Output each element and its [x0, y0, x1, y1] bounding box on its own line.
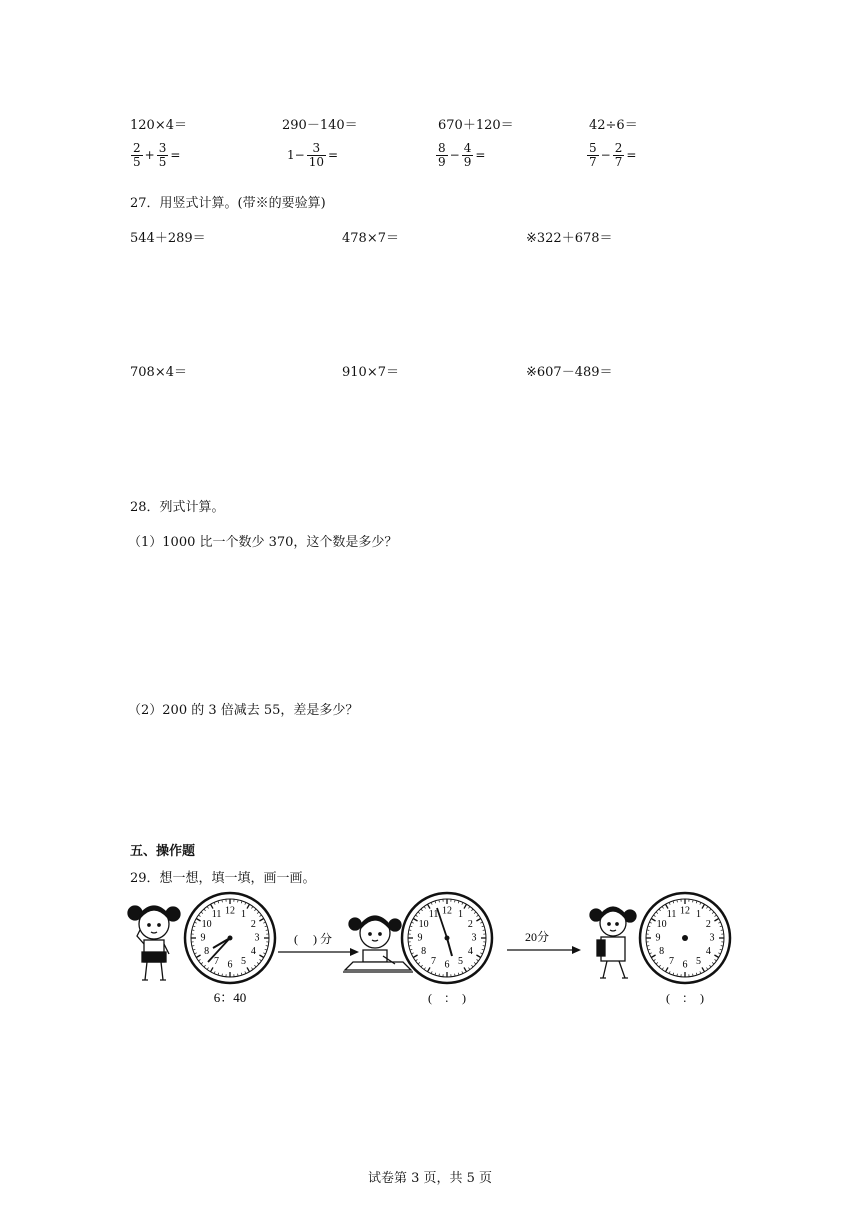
- clock-number: 3: [709, 932, 715, 944]
- fraction: $\frac{2}{7}$: [614, 141, 623, 169]
- clock-number: 4: [467, 946, 473, 957]
- calc-item: 290－140＝: [282, 118, 358, 133]
- clock-number: 1: [696, 909, 701, 921]
- clock-number: 9: [655, 932, 661, 944]
- clock-number: 9: [200, 932, 206, 944]
- clock-3: [640, 893, 730, 983]
- clock-number: 2: [250, 919, 256, 930]
- clock-number: 6: [227, 959, 233, 971]
- fraction: $\frac{4}{9}$: [463, 141, 472, 169]
- clock-1-time-label: 6：40: [213, 990, 247, 1005]
- svg-text:20分: 20分: [524, 930, 550, 944]
- fraction: $\frac{5}{7}$: [589, 141, 597, 169]
- arrow-2: [507, 929, 581, 954]
- fraction: $\frac{3}{5}$: [158, 141, 167, 169]
- calc-item: ※607－489＝: [526, 365, 613, 380]
- clock-number: 7: [214, 955, 219, 967]
- fraction-expr: $\frac{8}{9}$ − $\frac{4}{9}$ =: [438, 141, 486, 169]
- calc-item: ※322＋678＝: [526, 231, 613, 246]
- svg-text:( ) 分: ( ) 分: [294, 932, 332, 946]
- clock-number: 2: [467, 919, 473, 930]
- question-28-part-1: （1）1000 比一个数少 370，这个数是多少？: [128, 535, 398, 550]
- clock-number: 8: [204, 946, 210, 957]
- clock-figure: [125, 890, 740, 1015]
- fraction-expr: 1− $\frac{3}{10}$ =: [287, 141, 339, 169]
- question-29-title: 29．想一想，填一填，画一画。: [130, 871, 316, 886]
- clock-1: [185, 893, 275, 983]
- question-28-title: 28．列式计算。: [130, 500, 225, 515]
- clock-number: 6: [682, 959, 688, 971]
- clock-number: 8: [659, 946, 665, 957]
- fraction-expr: $\frac{5}{7}$ − $\frac{2}{7}$ =: [589, 141, 637, 169]
- clock-2-blank[interactable]: ( ： ): [428, 991, 466, 1005]
- clock-number: 8: [421, 946, 427, 957]
- fraction: $\frac{3}{10}$: [308, 141, 324, 169]
- clock-number: 12: [680, 905, 690, 917]
- clock-number: 9: [417, 932, 423, 944]
- clock-number: 7: [431, 955, 436, 967]
- section-heading: 五、操作题: [130, 844, 196, 859]
- clock-number: 5: [696, 955, 701, 967]
- clock-number: 2: [705, 919, 711, 930]
- clock-number: 3: [471, 932, 477, 944]
- question-28-part-2: （2）200 的 3 倍减去 55，差是多少？: [128, 703, 359, 718]
- arrow-1: [278, 931, 359, 956]
- clock-number: 5: [241, 955, 246, 967]
- clock-number: 12: [442, 905, 452, 917]
- calc-item: 544＋289＝: [130, 231, 206, 246]
- clock-number: 11: [211, 909, 222, 921]
- fraction: $\frac{2}{5}$: [133, 141, 141, 169]
- clock-number: 10: [201, 919, 212, 930]
- page-footer: 试卷第 3 页，共 5 页: [367, 1171, 493, 1186]
- clock-number: 6: [444, 959, 450, 971]
- clock-number: 10: [418, 919, 429, 930]
- clock-number: 11: [428, 909, 439, 921]
- girl-thinking-illustration: [128, 906, 180, 980]
- clock-number: 4: [705, 946, 711, 957]
- clock-number: 12: [225, 905, 235, 917]
- clock-number: 11: [666, 909, 677, 921]
- clock-number: 3: [254, 932, 260, 944]
- fraction: $\frac{8}{9}$: [438, 141, 446, 169]
- clock-number: 10: [656, 919, 667, 930]
- clock-2: [402, 893, 492, 983]
- calc-item: 910×7＝: [342, 365, 399, 380]
- calc-item: 120×4＝: [130, 118, 187, 133]
- calc-item: 478×7＝: [342, 231, 399, 246]
- clock-number: 1: [458, 909, 463, 921]
- calc-item: 42÷6＝: [589, 118, 638, 133]
- fraction-expr: $\frac{2}{5}$ + $\frac{3}{5}$ =: [133, 141, 181, 169]
- clock-number: 7: [669, 955, 674, 967]
- girl-backpack-illustration: [590, 907, 636, 978]
- clock-3-blank[interactable]: ( ： ): [666, 991, 704, 1005]
- calc-item: 670＋120＝: [438, 118, 514, 133]
- question-27-title: 27．用竖式计算。(带※的要验算): [130, 196, 326, 211]
- clock-number: 5: [458, 955, 463, 967]
- clock-number: 4: [250, 946, 256, 957]
- clock-number: 1: [241, 909, 246, 921]
- calc-item: 708×4＝: [130, 365, 187, 380]
